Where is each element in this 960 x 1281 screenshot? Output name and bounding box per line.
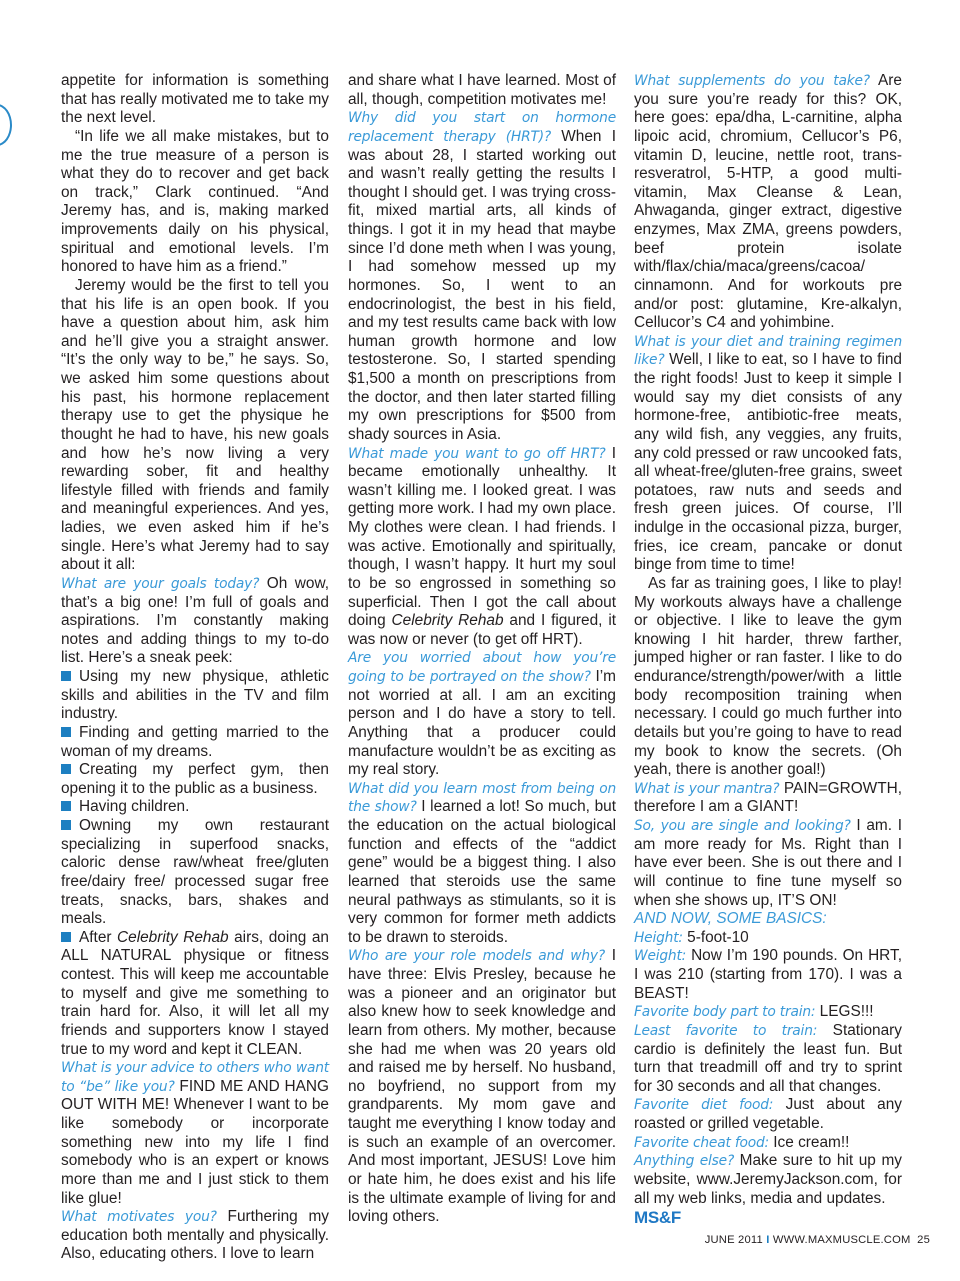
fact-value: Ice cream!! (769, 1133, 850, 1151)
page-edge-tab (0, 104, 12, 146)
fact-value: LEGS!!! (815, 1003, 874, 1021)
paragraph: Jeremy would be the first to tell you that his life is an open book. If you have a question about him, ask him and he’ll give you a straight answer. “It’s the only way to be,” he says. So, we asked him some questions about his past, his hormone replacement therapy use to get the physique he thought he had to have, his new goals and how he’s now living a very rewarding sober, fit and healthy lifestyle filled with friends and family and meaningful experiences. And yes, ladies, we even asked him if he’s single. Here’s what Jeremy had to say about it all: (61, 276, 329, 574)
fact-label: Weight: (634, 948, 687, 965)
answer: I learned a lot! So much, but the education on the actual biological function and effects of the “addict gene” would be a biggest thing. I also learned that steroids use the same neural pathways as stimulants, so it is very common for former meth addicts to be drawn to steroids. (348, 798, 616, 946)
paragraph: “In life we all make mistakes, but to me the true measure of a person is what they do to recover and get back on track,” Clark continued. “And Jeremy has, and is, making marked improvements daily on his physical, spiritual and emotional levels. I’m honored to have him as a friend.” (61, 127, 329, 276)
section-subhead: AND NOW, SOME BASICS: (634, 910, 827, 928)
fact-line (634, 1022, 902, 1097)
fact-label: Favorite diet food: (634, 1097, 774, 1114)
qa-block (348, 780, 616, 948)
question: What are your goals today? (61, 575, 260, 592)
footer-separator: I (766, 1234, 770, 1246)
qa-block (348, 649, 616, 779)
answer: FIND ME AND HANG OUT WITH ME! Whenever I want to be like somebody or incorporate something new into my life I find somebody who is an expert or knows more than me and I just stick to them like glue! (61, 1077, 329, 1207)
fact-label: Favorite body part to train: (634, 1004, 816, 1021)
article-column-2 (348, 72, 616, 1227)
answer: Well, I like to eat, so I have to find the right foods! Just to keep it simple I would say my diet consists of any hormone-free, antibiotic-free meats, any wild fish, any veggies, any fruits, any cold pressed or raw uncooked fats, all wheat-free/gluten-free grains, sweet potatoes, raw nuts and seeds and fresh green juices. Of course, I’ll indulge in the occasional pizza, burger, fries, ice cream, pancake or donut binge from time to time! (634, 351, 902, 574)
fact-value: 5-foot-10 (682, 928, 749, 946)
qa-block (634, 72, 902, 333)
qa-block (348, 947, 616, 1226)
answer: I’m not worried at all. I am an exciting person and I do have a story to tell. Anything that a producer could manufacture wouldn’t be as exciting as my real story. (348, 668, 616, 779)
page-footer (705, 1234, 930, 1246)
bullet-item: Creating my perfect gym, then opening it to the public as a business. (61, 761, 329, 797)
fact-label: Anything else? (634, 1153, 735, 1170)
answer: Oh wow, that’s a big one! I’m full of goals and aspirations. I’m constantly making notes and adding things to my to-do list. Here’s a sneak peek: (61, 574, 329, 667)
qa-block (61, 1059, 329, 1208)
qa-block (61, 1208, 329, 1264)
fact-line (634, 929, 902, 948)
bullet-item: Owning my own restaurant specializing in superfood snacks, caloric dense raw/wheat free/gluten free/dairy free/ processed sugar free treats, snacks, bars, shakes and meals. (61, 817, 329, 928)
bullet-item: Using my new physique, athletic skills and abilities in the TV and film industry. (61, 668, 329, 723)
fact-value: Make sure to hit up my website, www.JeremyJackson.com, for all my web links, media and updates. (634, 1152, 902, 1207)
question: Are you worried about how you’re going to be portrayed on the show? (348, 650, 616, 685)
question: What motivates you? (61, 1209, 217, 1226)
question: So, you are single and looking? (634, 818, 851, 834)
page-number: 25 (917, 1234, 930, 1246)
fact-line (634, 1152, 902, 1208)
answer: I became emotionally unhealthy. It wasn’t killing me. I looked great. I was getting more work. I had my own place. My clothes were clean. I had friends. I was active. Emotionally and spiritually, though, I wasn’t happy. It hurt my soul to be so engrossed in something so superficial. Then I got the call about doing (348, 444, 616, 630)
answer: When I was about 28, I started working out and wasn’t really getting the results I thought I should get. I was trying cross-fit, mixed martial arts, all kinds of things. I got it in my head that maybe since I’d done meth when I was young, I had somehow messed up my hormones. So, I went to an endocrinologist, the best in his field, and my test results came back with low human growth hormone and low testosterone. So, I started spending $1,500 a month on prescriptions from the doctor, and then later started filling my own prescriptions for $500 from shady sources in Asia. (348, 127, 616, 443)
bullet-item: Finding and getting married to the woman of my dreams. (61, 723, 329, 760)
question: What did you learn most from being on the show? (348, 780, 616, 816)
paragraph: appetite for information is something that has really motivated me to take my the next level. (61, 72, 329, 127)
article-column-1 (61, 72, 329, 1264)
bullet-square-icon (61, 820, 71, 830)
bullet-square-icon (61, 932, 71, 942)
issue-date: JUNE 2011 (704, 1234, 763, 1246)
answer: I have three: Elvis Presley, because he was a pioneer and an originator but also knew how to seek knowledge and learn from others. My mother, because she had me when was 20 years old and raised me by herself. No husband, no boyfriend, no support from my grandparents. My mom gave and taught me everything I know today and is such an example of an overcomer. And most important, JESUS! Love him or hate him, he does exist and his life is the ultimate example of living for and loving others. (348, 947, 616, 1226)
qa-block (634, 817, 902, 910)
bullet-item: Having children. (61, 798, 329, 817)
fact-line (634, 1134, 902, 1153)
fact-label: Favorite cheat food: (634, 1134, 769, 1151)
fact-line (634, 947, 902, 1003)
fact-value: Stationary cardio is definitely the least fun. But turn that treadmill off and try to sprint for 30 seconds and all that changes. (634, 1021, 902, 1095)
answer: PAIN=GROWTH, therefore I am a GIANT! (634, 779, 902, 816)
paragraph: As far as training goes, I like to play! My workouts always have a challenge or objective. I like to leave the gym knowing I hit harder, threw farther, jumped higher or ran faster. I like to do endurance/strength/power/with a little body recomposition training when necessary. I could go much further into details but you’re going to have to read my book to know the secrets. (Oh yeah, there is another goal!) (634, 574, 902, 779)
question: What is your advice to others who want to “be” like you? (61, 1060, 329, 1095)
qa-block (634, 333, 902, 575)
bullet-square-icon (61, 801, 71, 811)
fact-line (634, 1096, 902, 1133)
question: What is your mantra? (634, 780, 780, 797)
fact-value: Now I’m 190 pounds. On HRT, I was 210 (starting from 170). I was a BEAST! (634, 947, 902, 1002)
qa-block (61, 575, 329, 668)
question: Why did you start on hormone replacement therapy (HRT)? (348, 110, 616, 145)
fact-label: Least favorite to train: (634, 1022, 818, 1039)
qa-block: What made you want to go off HRT? I became emotionally unhealthy. It wasn’t killing me. I looked great. I was getting more work. I had my own place. My clothes were clean. I had friends. I was active. Emotionally and spiritually, though, I wasn’t happy. It hurt my soul to be so engrossed in something so superficial. Then I got the call about doing Celebrity Rehab and I figured, it was now or never (to get off HRT). (348, 444, 617, 648)
question: Who are your role models and why? (348, 948, 605, 965)
bullet-item: After Celebrity Rehab airs, doing an ALL NATURAL physique or fitness contest. This will keep me accountable to myself and give me something to train hard for. Also, it will let all my friends and supporters know I stayed true to my word and kept it CLEAN. (61, 928, 329, 1058)
question: What supplements do you take? (634, 73, 870, 89)
question: What is your diet and training regimen like? (634, 333, 902, 369)
answer: Furthering my education both mentally and physically. Also, educating others. I love to learn (61, 1208, 329, 1263)
answer: I am. I am more ready for Ms. Right than I have ever been. She is out there and I will continue to fine tune myself so when she shows up, IT’S ON! (634, 817, 902, 909)
msf-signoff-logo: MS&F (634, 1208, 681, 1228)
article-column-3 (634, 72, 902, 1229)
question: What made you want to go off HRT? (348, 445, 606, 462)
bullet-square-icon (61, 764, 71, 774)
answer: Are you sure you’re ready for this? OK, here goes: epa/dha, L-carnitine, alpha lipoic acid, chromium, Cellucor’s P6, vitamin D, leucine, nettle root, trans-resveratrol, 5-HTP, a good multi-vitamin, Max Cleanse & Lean, Ahwaganda, ginger extract, digestive enzymes, Max ZMA, greens powders, beef protein isolate with/flax/chia/maca/greens/cacoa/ cinnamonn. And for workouts pre and/or post: glutamine, Kre-alkalyn, Cellucor’s C4 and yohimbine. (634, 72, 902, 332)
qa-block (348, 109, 616, 444)
qa-block (634, 780, 902, 817)
website: WWW.MAXMUSCLE.COM (772, 1234, 911, 1246)
bullet-square-icon (61, 727, 71, 737)
fact-value: Just about any roasted or grilled vegetable. (634, 1096, 902, 1132)
fact-line (634, 1003, 902, 1022)
paragraph: and share what I have learned. Most of all, though, competition motivates me! (348, 72, 616, 108)
fact-label: Height: (634, 929, 683, 946)
bullet-square-icon (61, 671, 71, 681)
